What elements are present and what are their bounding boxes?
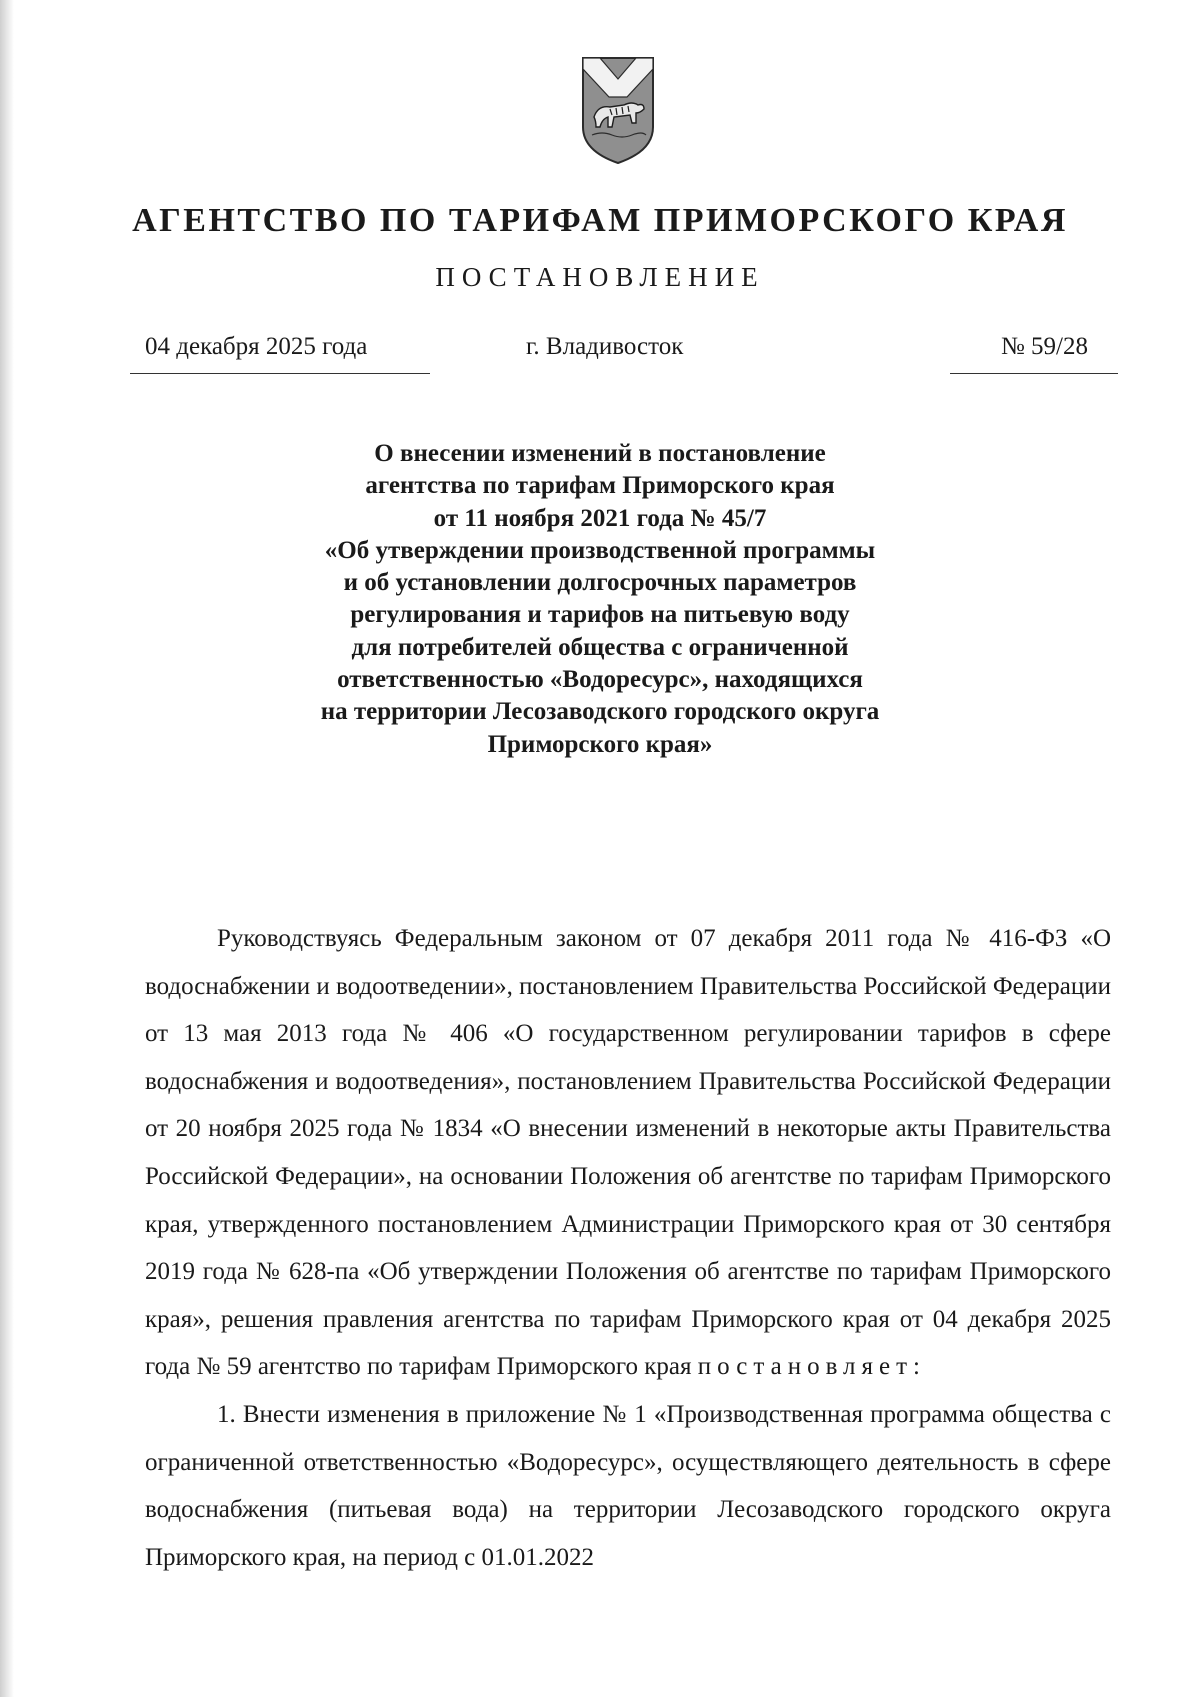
subject-line: регулирования и тарифов на питьевую воду: [350, 601, 850, 629]
date-underline: [130, 373, 430, 374]
scan-left-edge: [0, 0, 14, 1697]
decree-number: № 59/28: [1000, 333, 1088, 360]
document-type: ПОСТАНОВЛЕНИЕ: [435, 262, 765, 292]
decree-body: [145, 915, 1111, 1581]
resolves-word: постановляет:: [697, 1353, 926, 1381]
subject-line: Приморского края»: [487, 730, 713, 758]
subject-line: О внесении изменений в постановление: [374, 440, 826, 467]
subject-line: для потребителей общества с ограниченной: [351, 633, 849, 661]
preamble-text: Руководствуясь Федеральным законом от 07 декабря 2011 года № 416-ФЗ «О водоснабжении и водоотведении», постановлением Правительства Российской Федерации от 13 мая 2013 года № 406 «О государственном регулировании тарифов в сфере водоснабжения и водоотведения», постановлением Правительства Российской Федерации от 20 ноября 2025 года № 1834 «О внесении изменений в некоторые акты Правительства Российской Федерации», на основании Положения об агентстве по тарифам Приморского края, утвержденного постановлением Администрации Приморского края от 30 сентября 2019 года № 628-па «Об утверждении Положения об агентстве по тарифам Приморского края», решения правления агентства по тарифам Приморского края от 04 декабря 2025 года № 59 агентство по тарифам Приморского края: [145, 925, 1111, 1381]
subject-line: «Об утверждении производственной программы: [324, 536, 876, 564]
coat-of-arms-icon: [580, 55, 656, 167]
subject-line: от 11 ноября 2021 года № 45/7: [433, 504, 767, 532]
agency-title: АГЕНТСТВО ПО ТАРИФАМ ПРИМОРСКОГО КРАЯ: [132, 202, 1068, 239]
subject-line: и об установлении долгосрочных параметров: [343, 569, 857, 597]
preamble-paragraph: [145, 915, 1111, 1391]
subject-line: агентства по тарифам Приморского края: [365, 472, 835, 500]
decree-date: 04 декабря 2025 года: [145, 333, 368, 360]
decree-city: г. Владивосток: [526, 333, 684, 360]
decree-subject: [200, 438, 1000, 761]
number-underline: [950, 373, 1118, 374]
item-1-paragraph: 1. Внести изменения в приложение № 1 «Производственная программа общества с ограниченной ответственностью «Водоресурс», осуществляющего деятельность в сфере водоснабжения (питьевая вода) на территории Лесозаводского городского округа Приморского края, на период с 01.01.2022: [145, 1400, 1111, 1571]
subject-line: на территории Лесозаводского городского округа: [320, 698, 880, 726]
subject-line: ответственностью «Водоресурс», находящихся: [337, 666, 863, 694]
